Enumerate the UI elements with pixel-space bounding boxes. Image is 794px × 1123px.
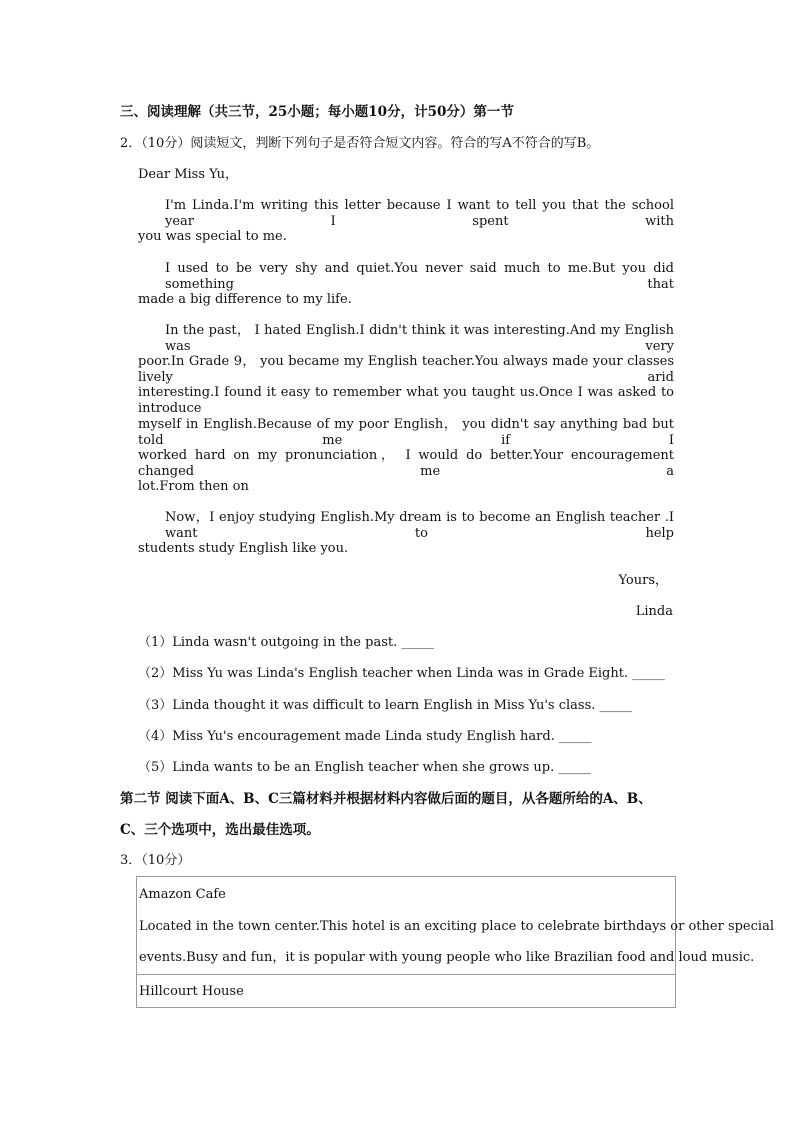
letter-closing: Yours， (618, 573, 668, 588)
letter-p3-line: interesting.I found it easy to remember what you taught us.Once I was asked to introduce (138, 385, 674, 416)
question-3-stem: 3．（10分） (120, 853, 191, 868)
table-row-divider (137, 974, 675, 975)
letter-p1-line: you was special to me. (138, 229, 287, 244)
letter-p1-line: I'm Linda.I'm writing this letter because I want to tell you that the school year I spent with (165, 198, 674, 229)
table-row-title: Hillcourt House (139, 984, 244, 999)
table-row-title: Amazon Cafe (139, 887, 226, 902)
table-row-text: Located in the town center.This hotel is an exciting place to celebrate birthdays or other special (139, 919, 774, 934)
question-2-stem: 2．（10分）阅读短文，判断下列句子是否符合短文内容。符合的写A不符合的写B。 (120, 136, 600, 151)
section-two-heading: C、三个选项中，选出最佳选项。 (120, 822, 320, 838)
section-three-heading: 三、阅读理解（共三节，25小题；每小题10分，计50分）第一节 (120, 104, 514, 120)
letter-p2-line: I used to be very shy and quiet.You never said much to me.But you did something that (165, 261, 674, 292)
question-2-item: （5）Linda wants to be an English teacher when she grows up. _____ (138, 760, 591, 775)
letter-p3-line: lot.From then on (138, 479, 249, 494)
question-2-item: （2）Miss Yu was Linda's English teacher when Linda was in Grade Eight. _____ (138, 666, 665, 681)
letter-p4-line: students study English like you. (138, 541, 349, 556)
table-row-text: events.Busy and fun，it is popular with young people who like Brazilian food and loud music. (139, 950, 755, 965)
letter-p3-line: poor.In Grade 9， you became my English teacher.You always made your classes lively arid (138, 354, 674, 385)
question-2-item: （1）Linda wasn't outgoing in the past. _____ (138, 635, 434, 650)
letter-greeting: Dear Miss Yu， (138, 167, 238, 182)
reading-material-table (136, 876, 774, 1008)
letter-p3-line: myself in English.Because of my poor English， you didn't say anything bad but told me if I (138, 417, 674, 448)
question-2-item: （4）Miss Yu's encouragement made Linda study English hard. _____ (138, 729, 592, 744)
letter-p3-line: In the past， I hated English.I didn't think it was interesting.And my English was very (165, 323, 674, 354)
section-two-heading: 第二节 阅读下面A、B、C三篇材料并根据材料内容做后面的题目，从各题所给的A、B、 (120, 791, 652, 807)
letter-signature: Linda (635, 604, 673, 619)
question-2-item: （3）Linda thought it was difficult to learn English in Miss Yu's class. _____ (138, 698, 633, 713)
letter-p2-line: made a big difference to my life. (138, 292, 352, 307)
letter-p3-line: worked hard on my pronunciation， I would do better.Your encouragement changed me a (138, 448, 674, 479)
letter-p4-line: Now，I enjoy studying English.My dream is to become an English teacher .I want to help (165, 510, 674, 541)
